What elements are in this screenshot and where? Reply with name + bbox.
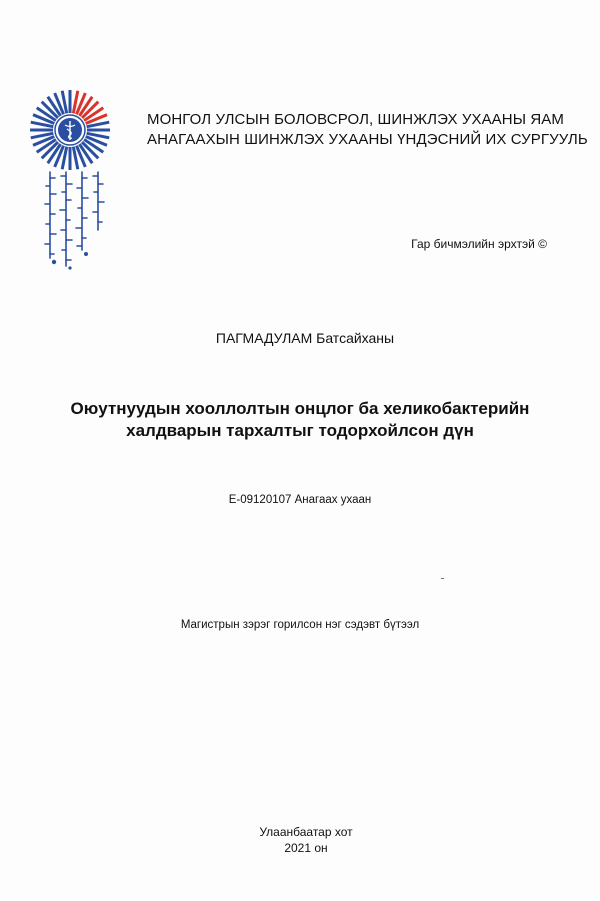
place-and-year <box>0 824 600 856</box>
degree-statement: Магистрын зэрэг горилсон нэг сэдэвт бүтээл <box>180 619 420 631</box>
university-name: АНАГААХЫН ШИНЖЛЭХ УХААНЫ ҮНДЭСНИЙ ИХ СУРГУУЛЬ <box>147 131 588 148</box>
author-name: ПАГМАДУЛАМ Батсайханы <box>215 330 395 346</box>
scan-speck <box>441 578 444 579</box>
thesis-title <box>0 398 600 442</box>
ministry-name: МОНГОЛ УЛСЫН БОЛОВСРОЛ, ШИНЖЛЭХ УХААНЫ ЯАМ <box>147 111 564 128</box>
thesis-title-line-1: Оюутнуудын хооллолтын онцлог ба хеликобактерийн <box>70 399 530 418</box>
thesis-title-line-2: халдварын тархалтыг тодорхойлсон дүн <box>126 421 474 440</box>
specialty-code: E-09120107 Анагаах ухаан <box>228 494 372 506</box>
year: 2021 он <box>284 841 328 855</box>
university-emblem-icon <box>28 88 112 172</box>
mongolian-script-icon <box>38 170 110 270</box>
city: Улаанбаатар хот <box>259 825 353 839</box>
copyright-notice: Гар бичмэлийн эрхтэй © <box>411 237 547 251</box>
